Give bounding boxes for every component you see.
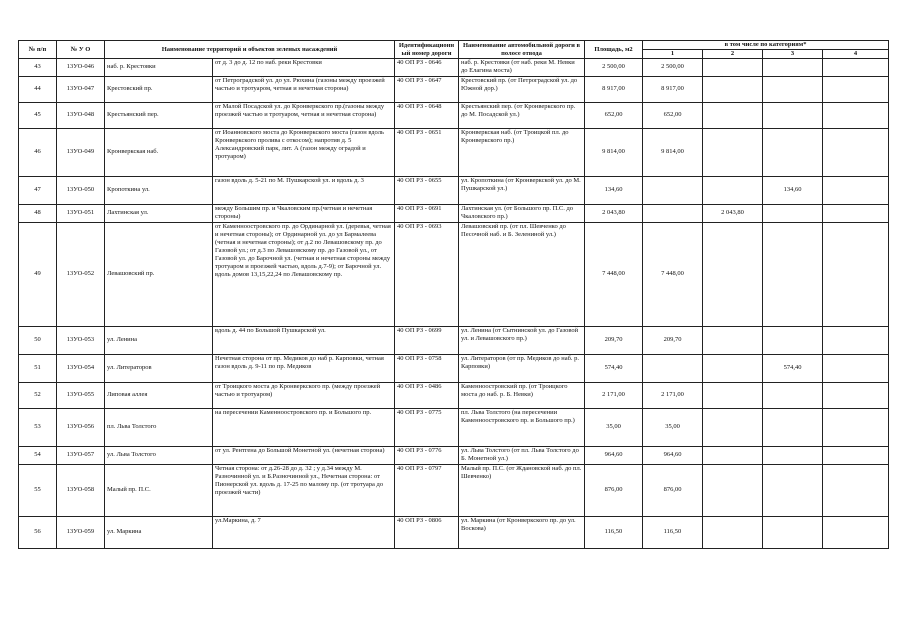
header-ident: Идентификационный номер дороги — [395, 41, 459, 59]
row-category-2 — [703, 176, 763, 204]
row-category-3 — [763, 222, 823, 326]
row-category-2 — [703, 59, 763, 76]
header-road: Наименование автомобильной дороги в полосе отвода — [459, 41, 585, 59]
row-number: 50 — [19, 326, 57, 354]
row-category-3: 574,40 — [763, 354, 823, 382]
row-road-ident: 40 ОП РЗ - 0646 — [395, 59, 459, 76]
row-description: от Петроградской ул. до ул. Рюхина (газоны между проезжей частью и тротуаром, четная и нечетная сторона) — [213, 76, 395, 102]
table-row — [19, 408, 889, 446]
row-area: 574,40 — [585, 354, 643, 382]
row-number: 54 — [19, 446, 57, 464]
row-road-ident: 40 ОП РЗ - 0648 — [395, 102, 459, 128]
row-description: Нечетная сторона от пр. Медиков до наб р. Карповки, четная газон вдоль д. 9-11 по пр. Медиков — [213, 354, 395, 382]
row-category-1: 2 500,00 — [643, 59, 703, 76]
row-description: газон вдоль д. 5-21 по М. Пушкарской ул. и вдоль д. 3 — [213, 176, 395, 204]
row-uo-code: 13УО-058 — [57, 464, 105, 516]
row-category-2 — [703, 76, 763, 102]
green-spaces-table — [18, 40, 889, 549]
row-description: от Малой Посадской ул. до Кронверкского пр.(газоны между проезжей частью и тротуаром, четная и нечетная сторона) — [213, 102, 395, 128]
row-category-3 — [763, 516, 823, 548]
row-category-4 — [823, 408, 889, 446]
row-number: 55 — [19, 464, 57, 516]
table-row — [19, 128, 889, 176]
table-row — [19, 464, 889, 516]
row-territory-name: ул. Маркина — [105, 516, 213, 548]
row-road-ident: 40 ОП РЗ - 0775 — [395, 408, 459, 446]
row-road-name: пл. Льва Толстого (на пересечении Каменноостровского пр. и Большого пр.) — [459, 408, 585, 446]
table-row — [19, 59, 889, 76]
row-road-name: Крестьянский пер. (от Кронверкского пр. до М. Посадской ул.) — [459, 102, 585, 128]
row-road-ident: 40 ОП РЗ - 0486 — [395, 382, 459, 408]
row-road-ident: 40 ОП РЗ - 0699 — [395, 326, 459, 354]
row-territory-name: Липовая аллея — [105, 382, 213, 408]
row-area: 35,00 — [585, 408, 643, 446]
row-area: 116,50 — [585, 516, 643, 548]
row-area: 9 814,00 — [585, 128, 643, 176]
row-area: 209,70 — [585, 326, 643, 354]
row-territory-name: Лахтинская ул. — [105, 204, 213, 222]
row-road-name: наб. р. Крестовки (от наб. реки М. Невки до Елагина моста) — [459, 59, 585, 76]
row-category-4 — [823, 464, 889, 516]
row-area: 2 500,00 — [585, 59, 643, 76]
row-road-ident: 40 ОП РЗ - 0647 — [395, 76, 459, 102]
row-category-1: 652,00 — [643, 102, 703, 128]
table-body — [19, 59, 889, 548]
table-row — [19, 222, 889, 326]
row-number: 52 — [19, 382, 57, 408]
row-road-ident: 40 ОП РЗ - 0806 — [395, 516, 459, 548]
row-territory-name: ул. Литераторов — [105, 354, 213, 382]
row-description: от Троицкого моста до Кронверкского пр. (между проезжей частью и тротуаром) — [213, 382, 395, 408]
row-category-1: 2 171,00 — [643, 382, 703, 408]
row-uo-code: 13УО-056 — [57, 408, 105, 446]
row-number: 56 — [19, 516, 57, 548]
header-cat-3: 3 — [763, 50, 823, 59]
row-area: 8 917,00 — [585, 76, 643, 102]
row-category-2 — [703, 222, 763, 326]
row-number: 44 — [19, 76, 57, 102]
row-category-2 — [703, 128, 763, 176]
row-category-4 — [823, 446, 889, 464]
row-number: 47 — [19, 176, 57, 204]
row-category-3 — [763, 59, 823, 76]
row-number: 46 — [19, 128, 57, 176]
row-category-2: 2 043,80 — [703, 204, 763, 222]
header-categories: в том числе по категориям* — [643, 41, 889, 50]
row-category-4 — [823, 326, 889, 354]
table-row — [19, 326, 889, 354]
table-row — [19, 176, 889, 204]
row-description: между Большим пр. и Чкаловским пр.(четная и нечетная стороны) — [213, 204, 395, 222]
row-territory-name: наб. р. Крестовки — [105, 59, 213, 76]
row-number: 49 — [19, 222, 57, 326]
row-road-name: Крестовский пр. (от Петроградской ул. до Южной дор.) — [459, 76, 585, 102]
row-road-name: ул. Льва Толстого (от пл. Льва Толстого до Б. Монетной ул.) — [459, 446, 585, 464]
row-category-4 — [823, 354, 889, 382]
header-cat-1: 1 — [643, 50, 703, 59]
row-description: ул.Маркина, д. 7 — [213, 516, 395, 548]
row-category-3 — [763, 204, 823, 222]
row-area: 876,00 — [585, 464, 643, 516]
row-uo-code: 13УО-057 — [57, 446, 105, 464]
row-road-name: Каменноостровский пр. (от Троицкого моста до наб. р. Б. Невки) — [459, 382, 585, 408]
header-uo: № У О — [57, 41, 105, 59]
row-category-4 — [823, 176, 889, 204]
row-category-2 — [703, 326, 763, 354]
row-road-name: Лахтинская ул. (от Большого пр. П.С. до Чкаловского пр.) — [459, 204, 585, 222]
row-territory-name: ул. Льва Толстого — [105, 446, 213, 464]
row-description: от ул. Рентгена до Большой Монетной ул. (нечетная сторона) — [213, 446, 395, 464]
row-category-1: 116,50 — [643, 516, 703, 548]
table-row — [19, 354, 889, 382]
row-uo-code: 13УО-052 — [57, 222, 105, 326]
row-road-ident: 40 ОП РЗ - 0797 — [395, 464, 459, 516]
row-category-2 — [703, 446, 763, 464]
row-category-4 — [823, 382, 889, 408]
row-description: вдоль д. 44 по Большой Пушкарской ул. — [213, 326, 395, 354]
row-road-name: Кронверкская наб. (от Троицкой пл. до Кронверкского пр.) — [459, 128, 585, 176]
row-category-1 — [643, 354, 703, 382]
row-category-2 — [703, 354, 763, 382]
row-category-3: 134,60 — [763, 176, 823, 204]
row-category-3 — [763, 128, 823, 176]
row-category-3 — [763, 464, 823, 516]
row-category-3 — [763, 102, 823, 128]
row-territory-name: Кронверкская наб. — [105, 128, 213, 176]
row-category-4 — [823, 128, 889, 176]
row-category-4 — [823, 102, 889, 128]
row-road-ident: 40 ОП РЗ - 0693 — [395, 222, 459, 326]
row-area: 652,00 — [585, 102, 643, 128]
row-uo-code: 13УО-051 — [57, 204, 105, 222]
row-road-name: ул. Маркина (от Кронверкского пр. до ул. Воскова) — [459, 516, 585, 548]
row-road-ident: 40 ОП РЗ - 0655 — [395, 176, 459, 204]
row-uo-code: 13УО-046 — [57, 59, 105, 76]
header-name: Наименование территорий и объектов зеленых насаждений — [105, 41, 395, 59]
row-category-4 — [823, 516, 889, 548]
row-road-ident: 40 ОП РЗ - 0776 — [395, 446, 459, 464]
row-territory-name: Крестовский пр. — [105, 76, 213, 102]
row-number: 51 — [19, 354, 57, 382]
row-category-2 — [703, 516, 763, 548]
row-category-2 — [703, 464, 763, 516]
row-category-1 — [643, 204, 703, 222]
row-category-4 — [823, 222, 889, 326]
row-category-1: 964,60 — [643, 446, 703, 464]
row-category-1: 35,00 — [643, 408, 703, 446]
row-category-1: 7 448,00 — [643, 222, 703, 326]
row-territory-name: Левашовский пр. — [105, 222, 213, 326]
row-road-ident: 40 ОП РЗ - 0758 — [395, 354, 459, 382]
header-area: Площадь, м2 — [585, 41, 643, 59]
row-number: 45 — [19, 102, 57, 128]
row-category-1: 8 917,00 — [643, 76, 703, 102]
row-territory-name: ул. Ленина — [105, 326, 213, 354]
row-area: 2 171,00 — [585, 382, 643, 408]
table-row — [19, 382, 889, 408]
table-row — [19, 204, 889, 222]
row-area: 7 448,00 — [585, 222, 643, 326]
row-category-4 — [823, 59, 889, 76]
row-uo-code: 13УО-049 — [57, 128, 105, 176]
row-description: от Иоанновского моста до Кронверкского моста (газон вдоль Кронверкского пролива с откосом); напротив д. 5 Александровский парк, лит. А (газон между оградой и тротуаром) — [213, 128, 395, 176]
row-territory-name: Малый пр. П.С. — [105, 464, 213, 516]
row-road-ident: 40 ОП РЗ - 0691 — [395, 204, 459, 222]
row-road-ident: 40 ОП РЗ - 0651 — [395, 128, 459, 176]
table-row — [19, 76, 889, 102]
row-road-name: ул. Кропоткина (от Кронверкской ул. до М. Пушкарской ул.) — [459, 176, 585, 204]
row-area: 2 043,80 — [585, 204, 643, 222]
row-area: 134,60 — [585, 176, 643, 204]
row-territory-name: Крестьянский пер. — [105, 102, 213, 128]
row-road-name: Малый пр. П.С. (от Ждановской наб. до пл. Шевченко) — [459, 464, 585, 516]
row-number: 43 — [19, 59, 57, 76]
row-uo-code: 13УО-055 — [57, 382, 105, 408]
row-number: 48 — [19, 204, 57, 222]
row-area: 964,60 — [585, 446, 643, 464]
row-category-1: 876,00 — [643, 464, 703, 516]
row-uo-code: 13УО-053 — [57, 326, 105, 354]
row-uo-code: 13УО-050 — [57, 176, 105, 204]
row-category-2 — [703, 102, 763, 128]
row-category-4 — [823, 204, 889, 222]
row-category-3 — [763, 76, 823, 102]
table-row — [19, 446, 889, 464]
row-uo-code: 13УО-048 — [57, 102, 105, 128]
row-uo-code: 13УО-054 — [57, 354, 105, 382]
row-road-name: ул. Ленина (от Сытнинской ул. до Газовой ул. и Левашовского пр.) — [459, 326, 585, 354]
row-category-1: 9 814,00 — [643, 128, 703, 176]
row-territory-name: Кропоткина ул. — [105, 176, 213, 204]
row-description: от д. 3 до д. 12 по наб. реки Крестовки — [213, 59, 395, 76]
row-description: Четная сторона: от д.26-28 до д. 32 ; у д.34 между М. Разночинной ул. и Б.Разночинной ул., Нечетная сторона: от Пионерской ул. вдоль д. 17-25 по малому пр. (от тротуара до проезжей части) — [213, 464, 395, 516]
row-number: 53 — [19, 408, 57, 446]
row-category-3 — [763, 446, 823, 464]
row-category-4 — [823, 76, 889, 102]
row-territory-name: пл. Льва Толстого — [105, 408, 213, 446]
row-road-name: Левашовский пр. (от пл. Шевченко до Песочной наб. и Б. Зелениной ул.) — [459, 222, 585, 326]
row-category-3 — [763, 326, 823, 354]
row-category-3 — [763, 382, 823, 408]
row-road-name: ул. Литераторов (от пр. Медиков до наб. р. Карповки) — [459, 354, 585, 382]
row-category-2 — [703, 382, 763, 408]
header-num: № п/п — [19, 41, 57, 59]
table-row — [19, 516, 889, 548]
row-uo-code: 13УО-059 — [57, 516, 105, 548]
row-category-3 — [763, 408, 823, 446]
row-category-2 — [703, 408, 763, 446]
header-cat-2: 2 — [703, 50, 763, 59]
row-description: от Каменноостровского пр. до Ординарной ул. (деревья, четная и нечетная стороны); от Ординарной ул. до ул Бармалеева (четная и нечетная стороны); от д.2 по Левашовскому пр. до Газовой ул.; от д.3 по Левашовскому пр. до Газовой ул., от Газовой ул. до Барочной ул. (четная и нечетная стороны между тротуаром и проезжей частью, вдоль д.7-9); от Барочной ул. вдоль домов 13,15,22,24 по Левашовскому пр. — [213, 222, 395, 326]
row-category-1 — [643, 176, 703, 204]
row-description: на пересечении Каменноостровского пр. и Большого пр. — [213, 408, 395, 446]
row-uo-code: 13УО-047 — [57, 76, 105, 102]
header-cat-4: 4 — [823, 50, 889, 59]
row-category-1: 209,70 — [643, 326, 703, 354]
table-row — [19, 102, 889, 128]
